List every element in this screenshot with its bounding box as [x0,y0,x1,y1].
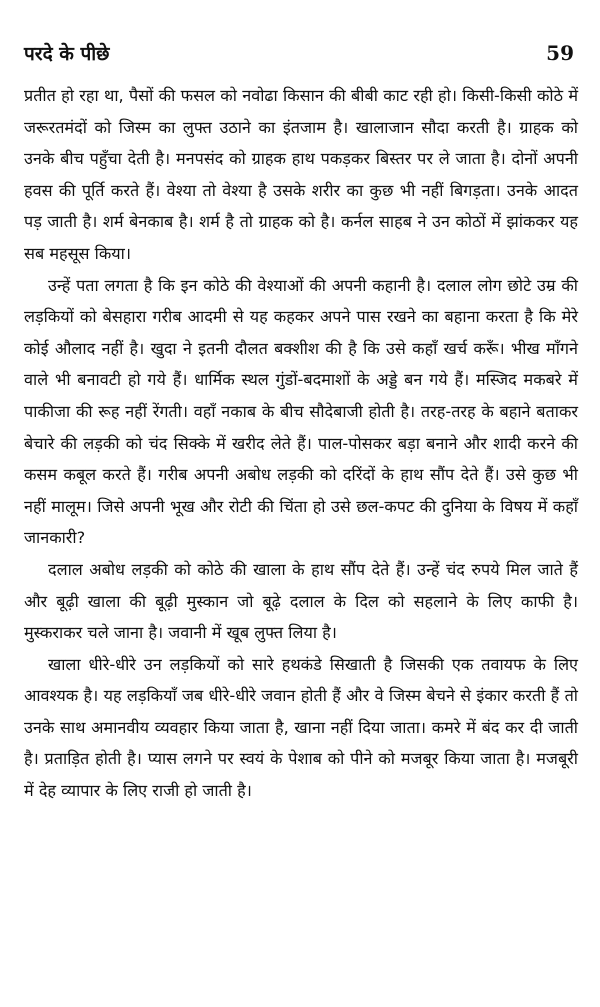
paragraph-1: प्रतीत हो रहा था, पैसों की फसल को नवोढा किसान की बीबी काट रही हो। किसी-किसी कोठे में जरूरतमंदों को जिस्म का लुफ्त उठाने का इंतजाम है। खालाजान सौदा करती है। ग्राहक को उनके बीच पहुँचा देती है। मनपसंद को ग्राहक हाथ पकड़कर बिस्तर पर ले जाता है। दोनों अपनी हवस की पूर्ति करते हैं। वेश्या तो वेश्या है उसके शरीर का कुछ भी नहीं बिगड़ता। उनके आदत पड़ जाती है। शर्म बेनकाब है। शर्म है तो ग्राहक को है। कर्नल साहब ने उन कोठों में झांककर यह सब महसूस किया। [24,86,578,263]
body-text [24,80,578,807]
paragraph-3: दलाल अबोध लड़की को कोठे की खाला के हाथ सौंप देते हैं। उन्हें चंद रुपये मिल जाते हैं और बूढ़ी खाला की बूढ़ी मुस्कान जो बूढ़े दलाल के दिल को सहलाने के लिए काफी है। मुस्कराकर चले जाना है। जवानी में खूब लुफ्त लिया है। [24,559,578,643]
running-title: परदे के पीछे [24,43,110,65]
page-number: 59 [546,41,574,65]
paragraph-2: उन्हें पता लगता है कि इन कोठे की वेश्याओं की अपनी कहानी है। दलाल लोग छोटे उम्र की लड़कियों को बेसहारा गरीब आदमी से यह कहकर अपने पास रखने का बहाना करता है कि मेरे कोई औलाद नहीं है। खुदा ने इतनी दौलत बक्शीश की है कि उसे कहाँ खर्च करूँ। भीख माँगने वाले भी बनावटी हो गये हैं। धार्मिक स्थल गुंडों-बदमाशों के अड्डे बन गये हैं। मस्जिद मकबरे में पाकीजा की रूह नहीं रेंगती। वहाँ नकाब के बीच सौदेबाजी होती है। तरह-तरह के बहाने बताकर बेचारे की लड़की को चंद सिक्के में खरीद लेते हैं। पाल-पोसकर बड़ा बनाने और शादी करने की कसम कबूल करते हैं। गरीब अपनी अबोध लड़की को दरिंदों के हाथ सौंप देते हैं। उसे कुछ भी नहीं मालूम। जिसे अपनी भूख और रोटी की चिंता हो उसे छल-कपट की दुनिया के विषय में कहाँ जानकारी? [24,275,578,548]
running-header [24,40,578,76]
paragraph-4: खाला धीरे-धीरे उन लड़कियों को सारे हथकंडे सिखाती है जिसकी एक तवायफ के लिए आवश्यक है। यह लड़कियाँ जब धीरे-धीरे जवान होती हैं और वे जिस्म बेचने से इंकार करती हैं तो उनके साथ अमानवीय व्यवहार किया जाता है, खाना नहीं दिया जाता। कमरे में बंद कर दी जाती है। प्रताड़ित होती है। प्यास लगने पर स्वयं के पेशाब को पीने को मजबूर किया जाता है। मजबूरी में देह व्यापार के लिए राजी हो जाती है। [24,654,578,801]
